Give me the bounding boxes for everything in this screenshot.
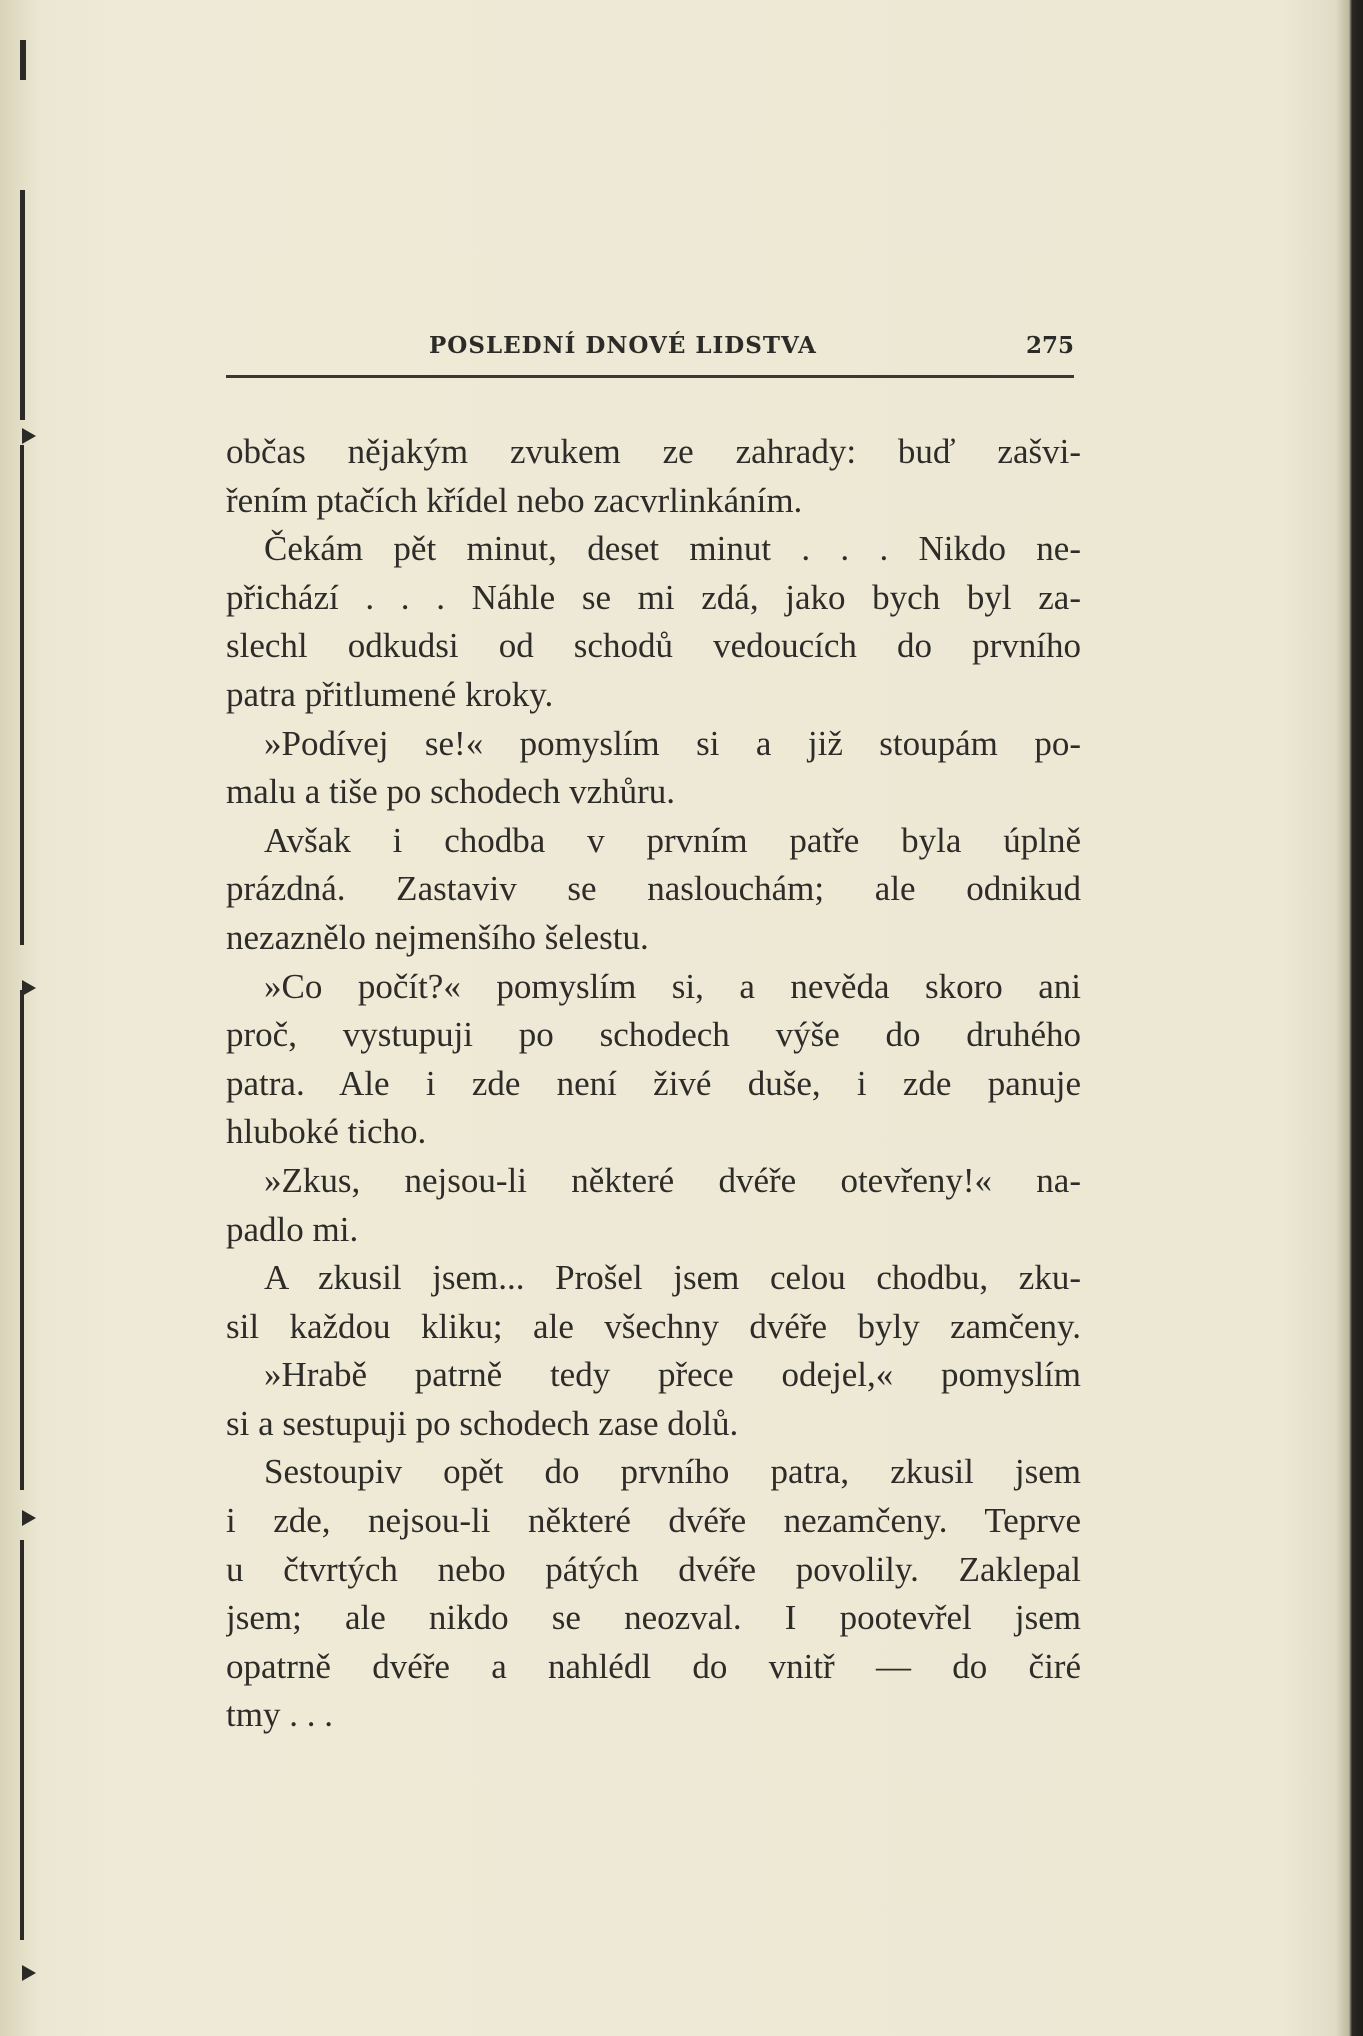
binding-tick-mark bbox=[22, 1965, 36, 1981]
text-line: slechl odkudsi od schodů vedoucích do prvního bbox=[226, 626, 1081, 666]
text-line: patra přitlumené kroky. bbox=[226, 674, 554, 714]
binding-edge-line bbox=[20, 1540, 24, 1940]
binding-edge-line bbox=[20, 445, 24, 945]
text-line: »Hrabě patrně tedy přece odejel,« pomyslím bbox=[264, 1355, 1081, 1395]
text-line: si a sestupuji po schodech zase dolů. bbox=[226, 1403, 739, 1443]
text-line: řením ptačích křídel nebo zacvrlinkáním. bbox=[226, 480, 803, 520]
text-line: u čtvrtých nebo pátých dvéře povolily. Zaklepal bbox=[226, 1549, 1081, 1589]
text-line: přichází . . . Náhle se mi zdá, jako bych byl za- bbox=[226, 577, 1081, 617]
text-line: Avšak i chodba v prvním patře byla úplně bbox=[264, 820, 1081, 860]
binding-tick-mark bbox=[22, 1510, 36, 1526]
text-line: sil každou kliku; ale všechny dvéře byly zamčeny. bbox=[226, 1306, 1081, 1346]
header-rule bbox=[226, 375, 1074, 378]
text-line: proč, vystupuji po schodech výše do druhého bbox=[226, 1015, 1081, 1055]
text-line: jsem; ale nikdo se neozval. I pootevřel jsem bbox=[226, 1598, 1081, 1638]
body-text bbox=[226, 428, 1081, 1740]
text-line: malu a tiše po schodech vzhůru. bbox=[226, 772, 676, 812]
text-line: nezaznělo nejmenšího šelestu. bbox=[226, 917, 649, 957]
running-title: POSLEDNÍ DNOVÉ LIDSTVA bbox=[429, 332, 817, 359]
text-line: padlo mi. bbox=[226, 1209, 359, 1249]
text-line: prázdná. Zastaviv se naslouchám; ale odnikud bbox=[226, 869, 1081, 909]
text-line: tmy . . . bbox=[226, 1695, 333, 1735]
text-line: »Zkus, nejsou-li některé dvéře otevřeny!« na- bbox=[264, 1160, 1081, 1200]
binding-edge-line bbox=[20, 40, 26, 80]
text-line: »Co počít?« pomyslím si, a nevěda skoro ani bbox=[264, 966, 1081, 1006]
running-header bbox=[226, 332, 1076, 362]
text-line: opatrně dvéře a nahlédl do vnitř — do čiré bbox=[226, 1646, 1081, 1686]
text-line: »Podívej se!« pomyslím si a již stoupám po- bbox=[264, 723, 1081, 763]
text-line: patra. Ale i zde není živé duše, i zde panuje bbox=[226, 1063, 1081, 1103]
text-line: Čekám pět minut, deset minut . . . Nikdo ne- bbox=[264, 529, 1081, 569]
text-line: Sestoupiv opět do prvního patra, zkusil jsem bbox=[264, 1452, 1081, 1492]
binding-edge-line bbox=[20, 990, 24, 1490]
text-line: hluboké ticho. bbox=[226, 1112, 427, 1152]
text-line: občas nějakým zvukem ze zahrady: buď zašvi- bbox=[226, 432, 1081, 471]
page-number: 275 bbox=[1025, 332, 1074, 359]
text-line: A zkusil jsem... Prošel jsem celou chodbu, zku- bbox=[264, 1258, 1081, 1298]
binding-tick-mark bbox=[22, 980, 36, 996]
text-line: i zde, nejsou-li některé dvéře nezamčeny. Teprve bbox=[226, 1501, 1081, 1541]
binding-tick-mark bbox=[22, 428, 36, 444]
binding-edge-line bbox=[20, 190, 25, 420]
